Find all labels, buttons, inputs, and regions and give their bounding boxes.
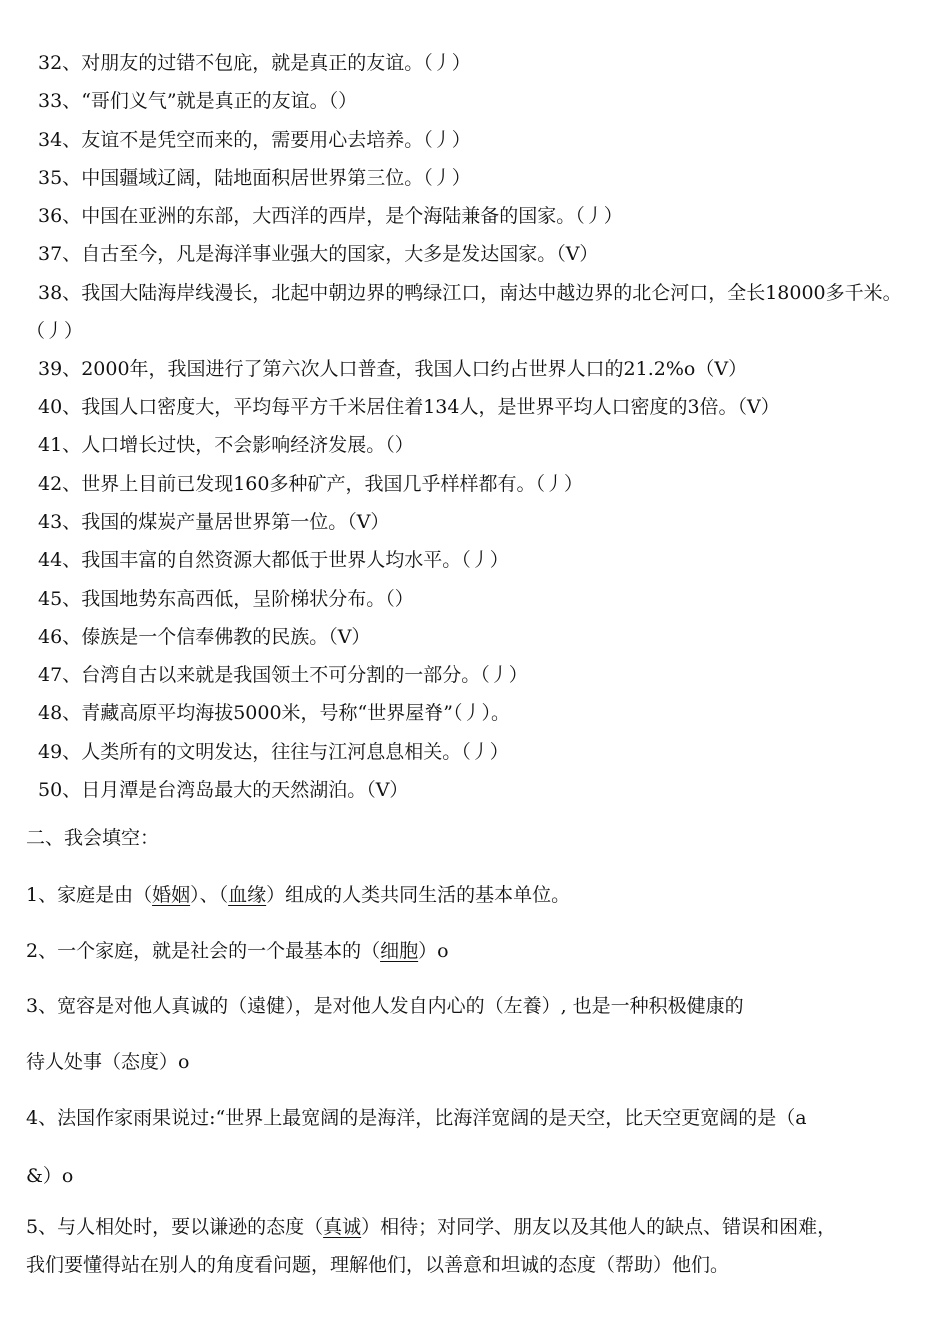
tf-item-34: 34、友谊不是凭空而来的，需要用心去培养。（丿） xyxy=(38,128,471,151)
tf-item-48: 48、青藏高原平均海拔5000米，号称“世界屋脊”（丿）。 xyxy=(38,702,510,725)
fill-item-4-line1: 4、法国作家雨果说过:“世界上最宽阔的是海洋，比海洋宽阔的是天空，比天空更宽阔的是（a xyxy=(26,1107,807,1129)
answer-underlined: 真诚 xyxy=(323,1216,362,1238)
tf-item-39: 39、2000年，我国进行了第六次人口普查，我国人口约占世界人口的21.2%o（V） xyxy=(38,357,748,380)
tf-item-35: 35、中国疆域辽阔，陆地面积居世界第三位。（丿） xyxy=(38,166,471,189)
fill-item-2: 2、一个家庭，就是社会的一个最基本的（细胞）o xyxy=(26,940,449,962)
fill-item-3-line1: 3、宽容是对他人真诚的（遠健），是对他人发自内心的（左養）, 也是一种积极健康的 xyxy=(26,995,744,1017)
tf-item-43: 43、我国的煤炭产量居世界第一位。（V） xyxy=(38,510,390,533)
tf-item-47: 47、台湾自古以来就是我国领土不可分割的一部分。（丿） xyxy=(38,664,528,687)
fill-item-5-line2: 我们要懂得站在别人的角度看问题，理解他们，以善意和坦诚的态度（帮助）他们。 xyxy=(26,1254,730,1276)
tf-item-38: 38、我国大陆海岸线漫长，北起中朝边界的鸭绿江口，南达中越边界的北仑河口，全长18000多千米。（丿） xyxy=(26,281,902,342)
fill-item-3-line2: 待人处事（态度）o xyxy=(26,1051,190,1073)
answer-underlined: 细胞 xyxy=(380,940,419,962)
tf-item-32: 32、对朋友的过错不包庇，就是真正的友谊。（丿） xyxy=(38,52,471,74)
tf-item-49: 49、人类所有的文明发达，往往与江河息息相关。（丿） xyxy=(38,740,509,763)
tf-item-33: 33、“哥们义气”就是真正的友谊。（） xyxy=(38,90,358,113)
tf-item-42: 42、世界上目前已发现160多种矿产，我国几乎样样都有。（丿） xyxy=(38,472,583,495)
tf-item-37: 37、自古至今，凡是海洋事业强大的国家，大多是发达国家。（V） xyxy=(38,243,599,266)
fill-item-5-line1: 5、与人相处时，要以谦逊的态度（真诚）相待；对同学、朋友以及其他人的缺点、错误和困难， xyxy=(26,1216,837,1238)
answer-underlined: 血缘 xyxy=(228,884,267,906)
true-false-list xyxy=(26,44,926,809)
tf-item-41: 41、人口增长过快，不会影响经济发展。（） xyxy=(38,434,414,457)
tf-item-36: 36、中国在亚洲的东部，大西洋的西岸，是个海陆兼备的国家。（丿） xyxy=(38,205,623,228)
tf-item-40: 40、我国人口密度大，平均每平方千米居住着134人，是世界平均人口密度的3倍。（V） xyxy=(38,396,780,419)
tf-item-46: 46、傣族是一个信奉佛教的民族。（V） xyxy=(38,625,371,648)
fill-item-1: 1、家庭是由（婚姻）、（血缘）组成的人类共同生活的基本单位。 xyxy=(26,884,571,906)
fill-item-4-line2: &）o xyxy=(26,1165,74,1187)
tf-item-45: 45、我国地势东高西低，呈阶梯状分布。（） xyxy=(38,587,414,610)
answer-underlined: 婚姻 xyxy=(152,884,191,906)
tf-item-44: 44、我国丰富的自然资源大都低于世界人均水平。（丿） xyxy=(38,549,509,572)
tf-item-50: 50、日月潭是台湾岛最大的天然湖泊。（V） xyxy=(38,779,409,802)
section-title: 二、我会填空： xyxy=(26,827,160,849)
